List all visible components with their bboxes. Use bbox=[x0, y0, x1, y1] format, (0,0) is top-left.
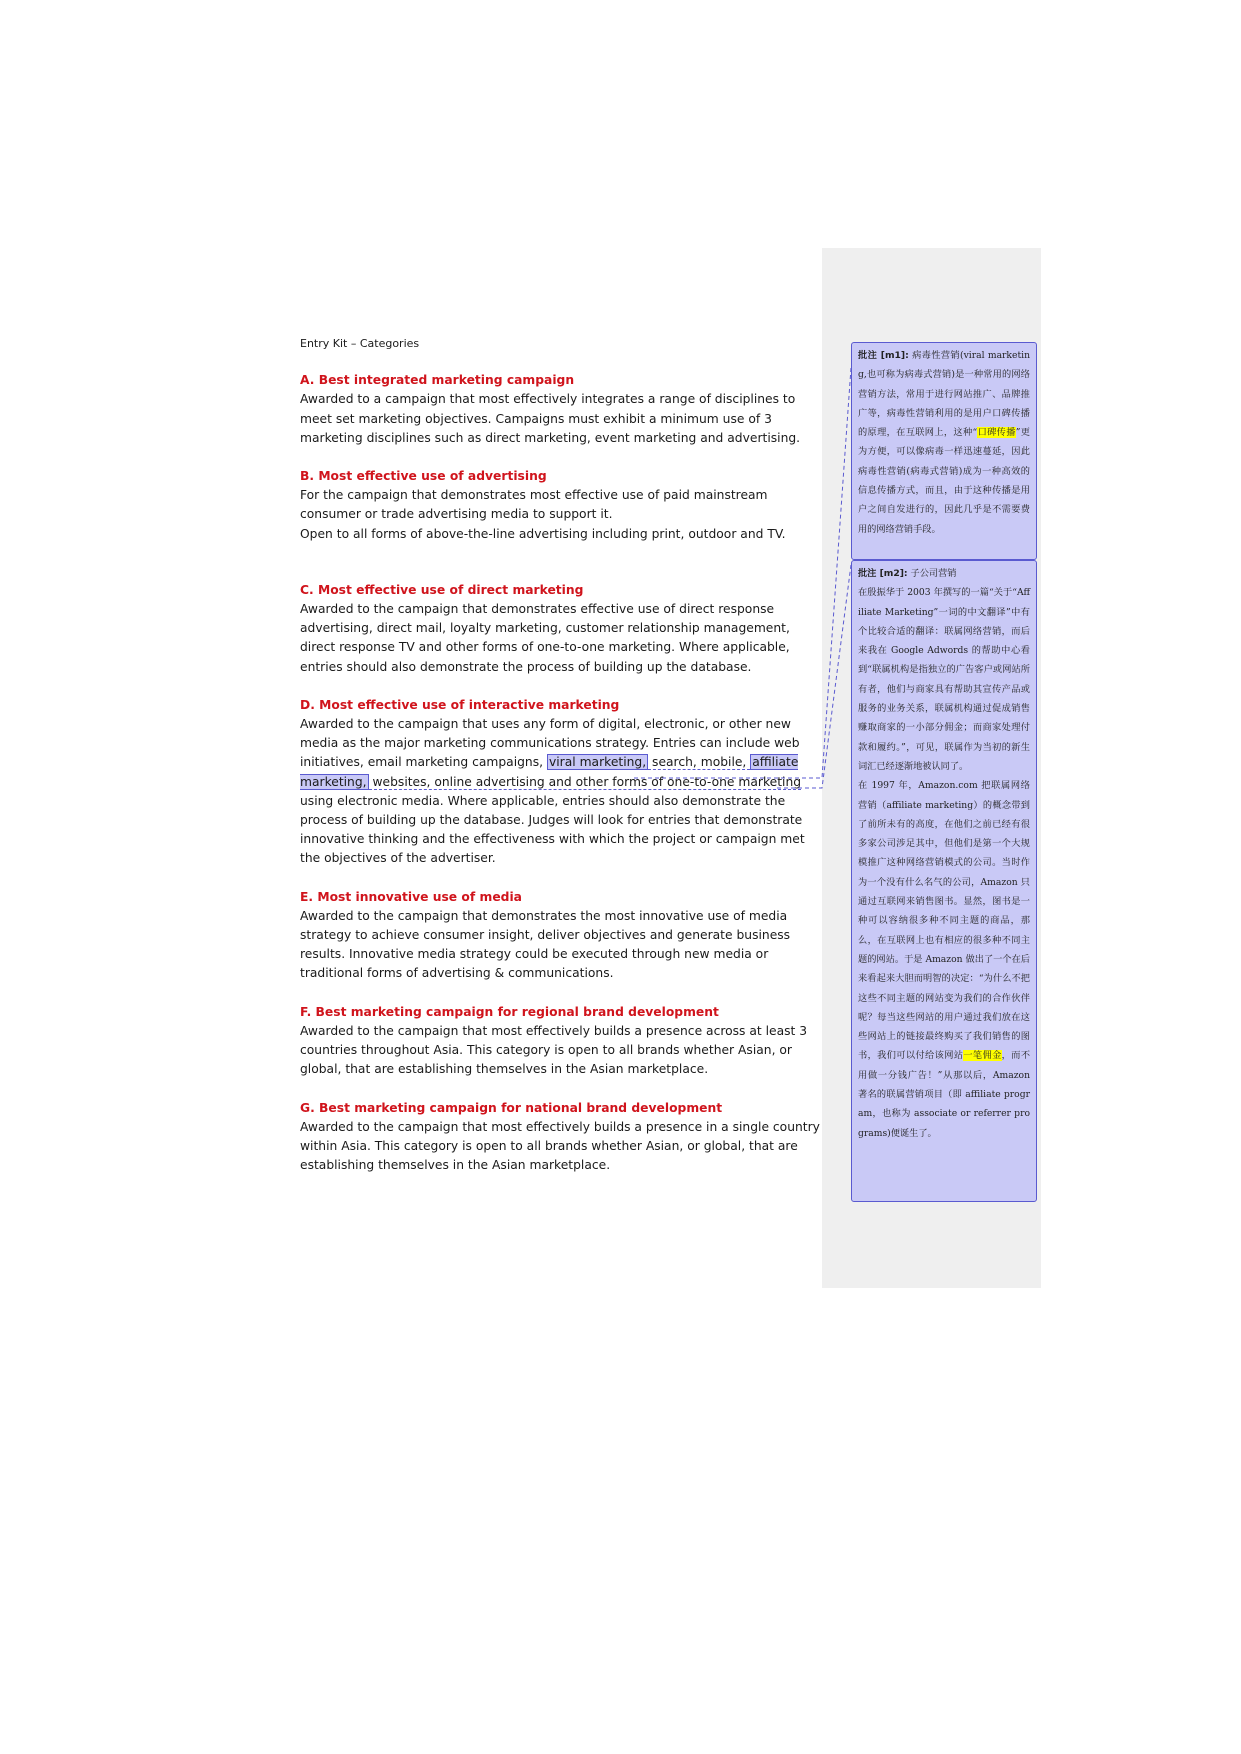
comment-paragraph: 在 1997 年，Amazon.com 把联属网络营销（affiliate marketing）的概念带到了前所未有的高度，在他们之前已经有很多家公司涉足其中，但他们是第一个大规模推广这种网络营销模式的公司。当时作为一个没有什么名气的公司，Amazon 只通过互联网来销售图书。显然，图书是一种可以容纳很多种不同主题的商品，那么，在互联网上也有相应的很多种不同主题的网站。于是 Amazon 做出了一个在后来看起来大胆而明智的决定：“为什么不把这些不同主题的网站变为我们的合作伙伴呢？每当这些网站的用户通过我们放在这些网站上的链接最终购买了我们销售的图书，我们可以付给该网站一笔佣金，而不用做一分钱广告！”从那以后，Amazon 著名的联属营销项目（即 affiliate program，也称为 associate or referrer programs)便诞生了。 bbox=[858, 780, 1031, 1139]
comment-label: 批注 [m2]: bbox=[858, 568, 908, 579]
category-title: C. Most effective use of direct marketing bbox=[300, 582, 584, 597]
description-text: using electronic media. Where applicable, entries should also demonstrate the process of building up the database. Judges will look for entries that demonstrate innovative thinking and the effectiveness with which the project or campaign met the objectives of the advertiser. bbox=[300, 793, 805, 866]
category-description: For the campaign that demonstrates most effective use of paid mainstream consumer or trade advertising media to support it. bbox=[300, 488, 768, 522]
category-b bbox=[300, 467, 820, 562]
comment-highlight: 口碑传播 bbox=[977, 427, 1016, 439]
category-description: Awarded to the campaign that most effectively builds a presence in a single country within Asia. This category is open to all brands whether Asian, or global, that are establishing themselves in the Asian marketplace. bbox=[300, 1119, 820, 1173]
description-text: Awarded to the campaign that uses any form of digital, electronic, or other new media as the major marketing communications strategy. Entries can include web initiatives, email marketing campaigns, bbox=[300, 717, 800, 770]
category-c bbox=[300, 581, 820, 677]
category-d bbox=[300, 696, 820, 869]
description-text: websites, online advertising and other forms of one-to-one marketing bbox=[368, 774, 802, 789]
category-g bbox=[300, 1099, 820, 1176]
comment-m2[interactable] bbox=[851, 560, 1037, 1202]
document-body bbox=[300, 334, 820, 1194]
category-description: Awarded to the campaign that demonstrates effective use of direct response advertising, direct mail, loyalty marketing, customer relationship management, direct response TV and other forms of one-to-one marketing. Where applicable, entries should also demonstrate the process of building up the database. bbox=[300, 602, 790, 674]
comment-highlight: 一笔佣金 bbox=[963, 1050, 1002, 1062]
category-title: F. Best marketing campaign for regional brand development bbox=[300, 1004, 719, 1019]
category-description bbox=[300, 715, 820, 869]
category-description-extra: Open to all forms of above-the-line advertising including print, outdoor and TV. bbox=[300, 526, 786, 541]
category-title: D. Most effective use of interactive marketing bbox=[300, 697, 620, 712]
category-a bbox=[300, 371, 820, 448]
page-header: Entry Kit – Categories bbox=[300, 337, 420, 350]
category-f bbox=[300, 1003, 820, 1080]
comment-label: 批注 [m1]: bbox=[858, 350, 909, 361]
comment-paragraph: 在殷振华于 2003 年撰写的一篇“关于“Affiliate Marketing”一词的中文翻译”中有个比较合适的翻译：联属网络营销，而后来我在 Google Adwords 的帮助中心看到“联属机构是指独立的广告客户或网站所有者，他们与商家具有帮助其宣传产品或服务的业务关系，联属机构通过促成销售赚取商家的一小部分佣金；而商家处理付款和履约。”，可见，联属作为当初的新生词汇已经逐渐地被认同了。 bbox=[858, 587, 1030, 772]
comment-m1[interactable] bbox=[851, 342, 1037, 560]
comment-text: 批注 [m1]: 病毒性营销(viral marketing,也可称为病毒式营销)是一种常用的网络营销方法，常用于进行网站推广、品牌推广等，病毒性营销利用的是用户口碑传播的原理，在互联网上，这种“口碑传播”更为方便，可以像病毒一样迅速蔓延，因此病毒性营销(病毒式营销)成为一种高效的信息传播方式，而且，由于这种传播是用户之间自发进行的，因此几乎是不需要费用的网络营销手段。 bbox=[858, 350, 1030, 535]
category-title: B. Most effective use of advertising bbox=[300, 469, 547, 484]
category-title: E. Most innovative use of media bbox=[300, 889, 522, 904]
category-description: Awarded to the campaign that most effectively builds a presence across at least 3 countries throughout Asia. This category is open to all brands whether Asian, or global, that are establishing themselves in the Asian marketplace. bbox=[300, 1023, 808, 1077]
category-description: Awarded to a campaign that most effectively integrates a range of disciplines to meet set marketing objectives. Campaigns must exhibit a minimum use of 3 marketing disciplines such as direct marketing, event marketing and advertising. bbox=[300, 392, 801, 445]
comment-anchor-affiliate-marketing[interactable]: affiliate marketing, bbox=[300, 755, 799, 789]
category-title: G. Best marketing campaign for national brand development bbox=[300, 1100, 723, 1115]
comment-title: 批注 [m2]: 子公司营销 bbox=[858, 568, 957, 579]
comment-anchor-viral-marketing[interactable]: viral marketing, bbox=[548, 755, 647, 770]
description-text: search, mobile, bbox=[648, 755, 751, 770]
category-description: Awarded to the campaign that demonstrates the most innovative use of media strategy to achieve consumer insight, deliver objectives and generate business results. Innovative media strategy could be executed through new media or traditional forms of advertising & communications. bbox=[300, 908, 791, 981]
category-e bbox=[300, 888, 820, 984]
category-title: A. Best integrated marketing campaign bbox=[300, 373, 575, 388]
